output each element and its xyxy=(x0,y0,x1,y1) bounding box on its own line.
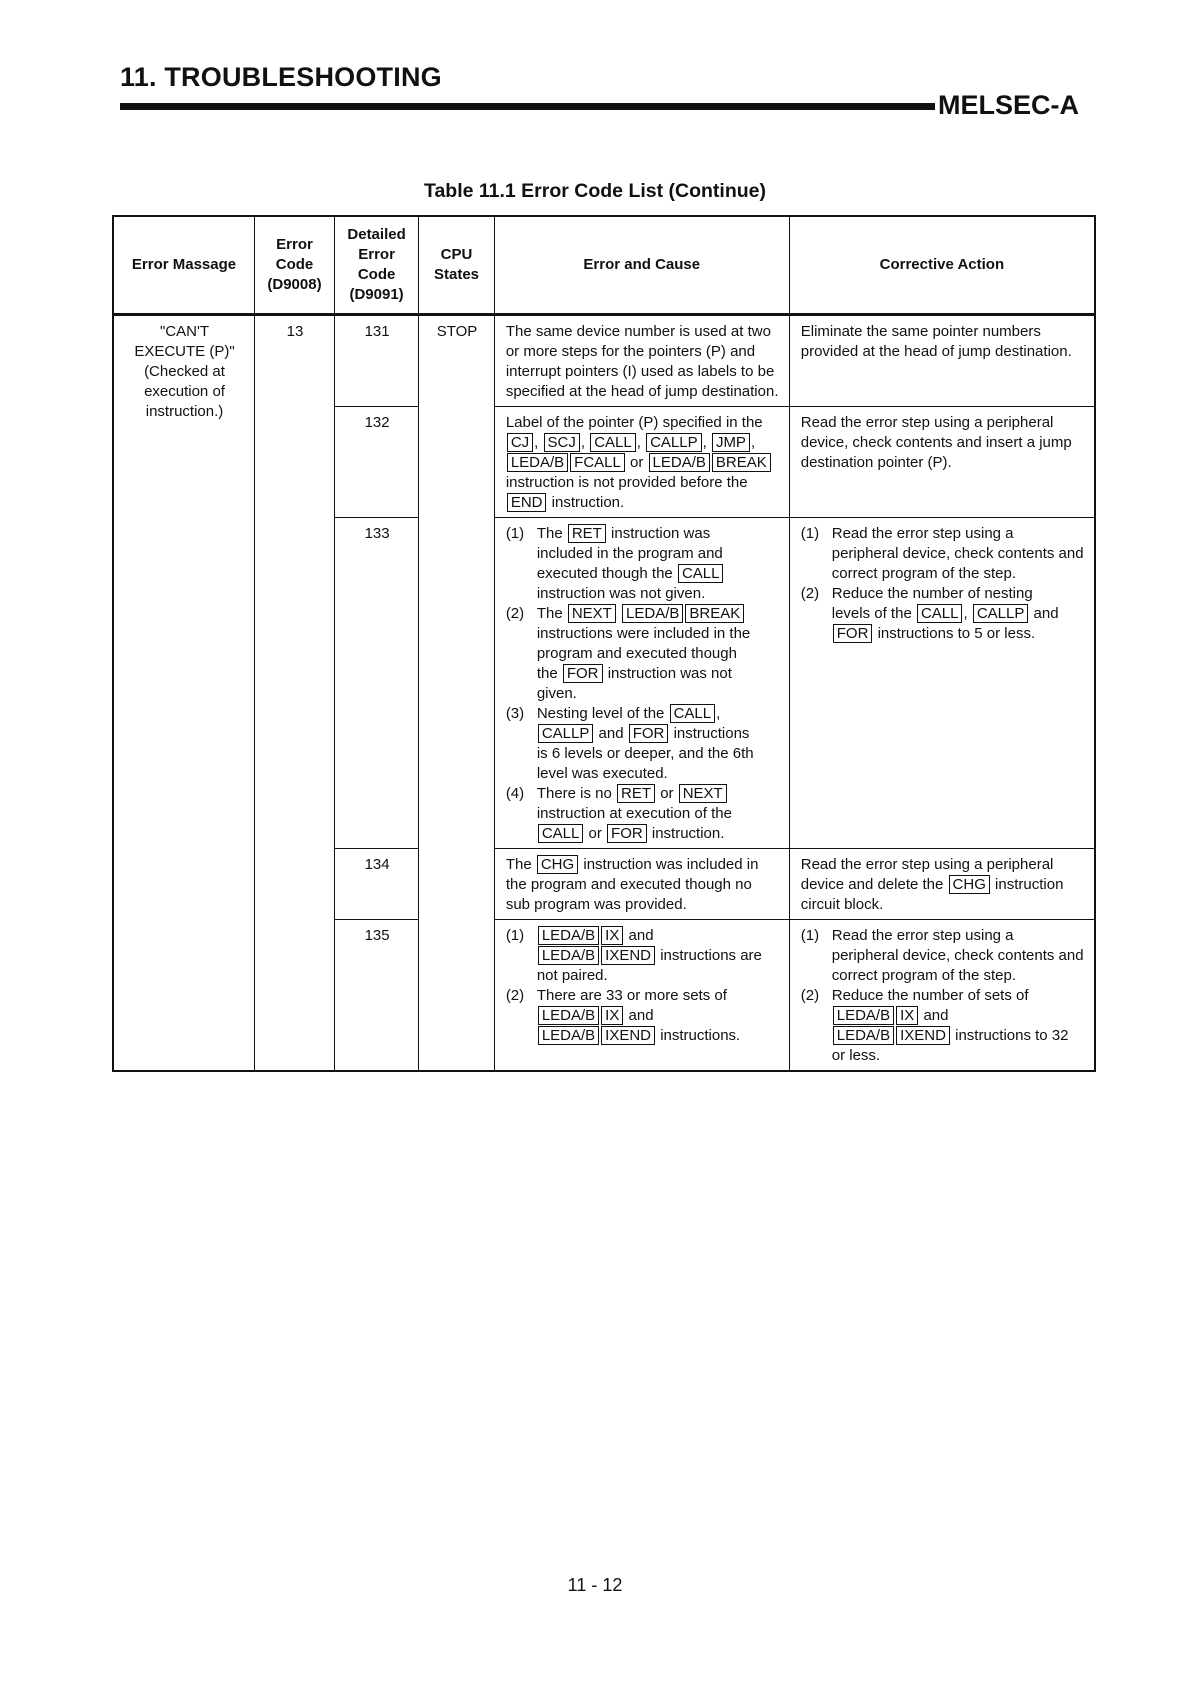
instruction-box: CALL xyxy=(917,604,963,623)
cause-cell: The CHG instruction was included in the program and executed though no sub program was provided. xyxy=(494,849,789,920)
detail-code-cell: 135 xyxy=(334,920,418,1072)
instruction-box: CALL xyxy=(538,824,584,843)
instruction-box: RET xyxy=(617,784,655,803)
numbered-item: (2) Reduce the number of nesting levels of the CALL , CALLP and FOR instructions to 5 or less. xyxy=(800,585,1059,642)
instruction-box: CALLP xyxy=(538,724,594,743)
instruction-box: FOR xyxy=(833,624,873,643)
header-cpu-states: CPU States xyxy=(419,216,495,315)
instruction-box: IX xyxy=(601,1006,623,1025)
header-corrective-action: Corrective Action xyxy=(789,216,1095,315)
page-number: 11 - 12 xyxy=(567,1575,623,1595)
instruction-box: CALL xyxy=(670,704,716,723)
instruction-box: LEDA/B xyxy=(833,1006,894,1025)
numbered-item: (4) There is no RET or NEXT instruction at execution of the CALL or FOR instruction. xyxy=(505,785,732,842)
header-error-and-cause: Error and Cause xyxy=(494,216,789,315)
detail-code-cell: 131 xyxy=(334,315,418,407)
instruction-box: IXEND xyxy=(601,946,655,965)
numbered-item: (2) The NEXT LEDA/B BREAK instructions were included in the program and executed though the FOR instruction was not given. xyxy=(505,605,751,702)
table-header-row xyxy=(113,216,1095,315)
header-error-code: Error Code (D9008) xyxy=(255,216,335,315)
numbered-item: (1) LEDA/B IX and LEDA/B IXEND instructions are not paired. xyxy=(505,927,762,984)
instruction-box: IXEND xyxy=(601,1026,655,1045)
numbered-item: (2) Reduce the number of sets of LEDA/B IX and LEDA/B IXEND instructions to 32 or less. xyxy=(800,987,1069,1064)
instruction-box: NEXT xyxy=(568,604,616,623)
instruction-box: CJ xyxy=(507,433,533,452)
instruction-box: END xyxy=(507,493,547,512)
instruction-box: CALL xyxy=(590,433,636,452)
instruction-box: LEDA/B xyxy=(649,453,710,472)
cause-cell xyxy=(494,518,789,849)
instruction-box: LEDA/B xyxy=(538,926,599,945)
instruction-box: CHG xyxy=(537,855,578,874)
action-cell xyxy=(789,920,1095,1072)
header-detailed-error-code: Detailed Error Code (D9091) xyxy=(334,216,418,315)
instruction-box: LEDA/B xyxy=(833,1026,894,1045)
chapter-title: 11. TROUBLESHOOTING xyxy=(120,62,442,92)
instruction-box: IX xyxy=(601,926,623,945)
instruction-box: CHG xyxy=(949,875,990,894)
cause-cell: Label of the pointer (P) specified in the CJ , SCJ , CALL , CALLP , JMP , LEDA/B FCALL or LEDA/B BREAK instruction is not provided before the END instruction. xyxy=(494,407,789,518)
instruction-box: CALLP xyxy=(646,433,702,452)
table-row xyxy=(113,315,1095,407)
action-cell: Read the error step using a peripheral device, check contents and insert a jump destination pointer (P). xyxy=(789,407,1095,518)
instruction-box: IXEND xyxy=(896,1026,950,1045)
cause-cell: The same device number is used at two or more steps for the pointers (P) and interrupt pointers (I) used as labels to be specified at the head of jump destination. xyxy=(494,315,789,407)
instruction-box: FOR xyxy=(629,724,669,743)
numbered-item: (1) Read the error step using a peripheral device, check contents and correct program of the step. xyxy=(800,525,1084,582)
instruction-box: FCALL xyxy=(570,453,625,472)
instruction-box: JMP xyxy=(712,433,750,452)
table-title: Table 11.1 Error Code List (Continue) xyxy=(423,180,767,202)
action-cell xyxy=(789,518,1095,849)
instruction-box: FOR xyxy=(607,824,647,843)
instruction-box: IX xyxy=(896,1006,918,1025)
numbered-item: (3) Nesting level of the CALL , CALLP and FOR instructions is 6 levels or deeper, and the 6th level was executed. xyxy=(505,705,754,782)
instruction-box: LEDA/B xyxy=(622,604,683,623)
instruction-box: BREAK xyxy=(712,453,771,472)
error-code-cell: 13 xyxy=(255,315,335,1072)
error-message-cell: "CAN'T EXECUTE (P)" (Checked at execution of instruction.) xyxy=(113,315,255,1072)
brand-name: MELSEC-A xyxy=(938,90,1079,120)
instruction-box: SCJ xyxy=(544,433,580,452)
error-code-table xyxy=(112,215,1096,1072)
detail-code-cell: 134 xyxy=(334,849,418,920)
cause-cell xyxy=(494,920,789,1072)
instruction-box: LEDA/B xyxy=(538,1026,599,1045)
detail-code-cell: 133 xyxy=(334,518,418,849)
instruction-box: LEDA/B xyxy=(507,453,568,472)
header-rule xyxy=(120,103,935,110)
instruction-box: BREAK xyxy=(685,604,744,623)
instruction-box: NEXT xyxy=(679,784,727,803)
numbered-item: (2) There are 33 or more sets of LEDA/B IX and LEDA/B IXEND instructions. xyxy=(505,987,741,1044)
numbered-item: (1) Read the error step using a peripheral device, check contents and correct program of the step. xyxy=(800,927,1084,984)
instruction-box: RET xyxy=(568,524,606,543)
cpu-state-cell: STOP xyxy=(419,315,495,1072)
action-cell: Eliminate the same pointer numbers provided at the head of jump destination. xyxy=(789,315,1095,407)
numbered-item: (1) The RET instruction was included in the program and executed though the CALL instruction was not given. xyxy=(505,525,723,602)
instruction-box: LEDA/B xyxy=(538,946,599,965)
instruction-box: CALL xyxy=(678,564,724,583)
header-error-message: Error Massage xyxy=(113,216,255,315)
instruction-box: CALLP xyxy=(973,604,1029,623)
instruction-box: LEDA/B xyxy=(538,1006,599,1025)
detail-code-cell: 132 xyxy=(334,407,418,518)
action-cell: Read the error step using a peripheral device and delete the CHG instruction circuit block. xyxy=(789,849,1095,920)
instruction-box: FOR xyxy=(563,664,603,683)
